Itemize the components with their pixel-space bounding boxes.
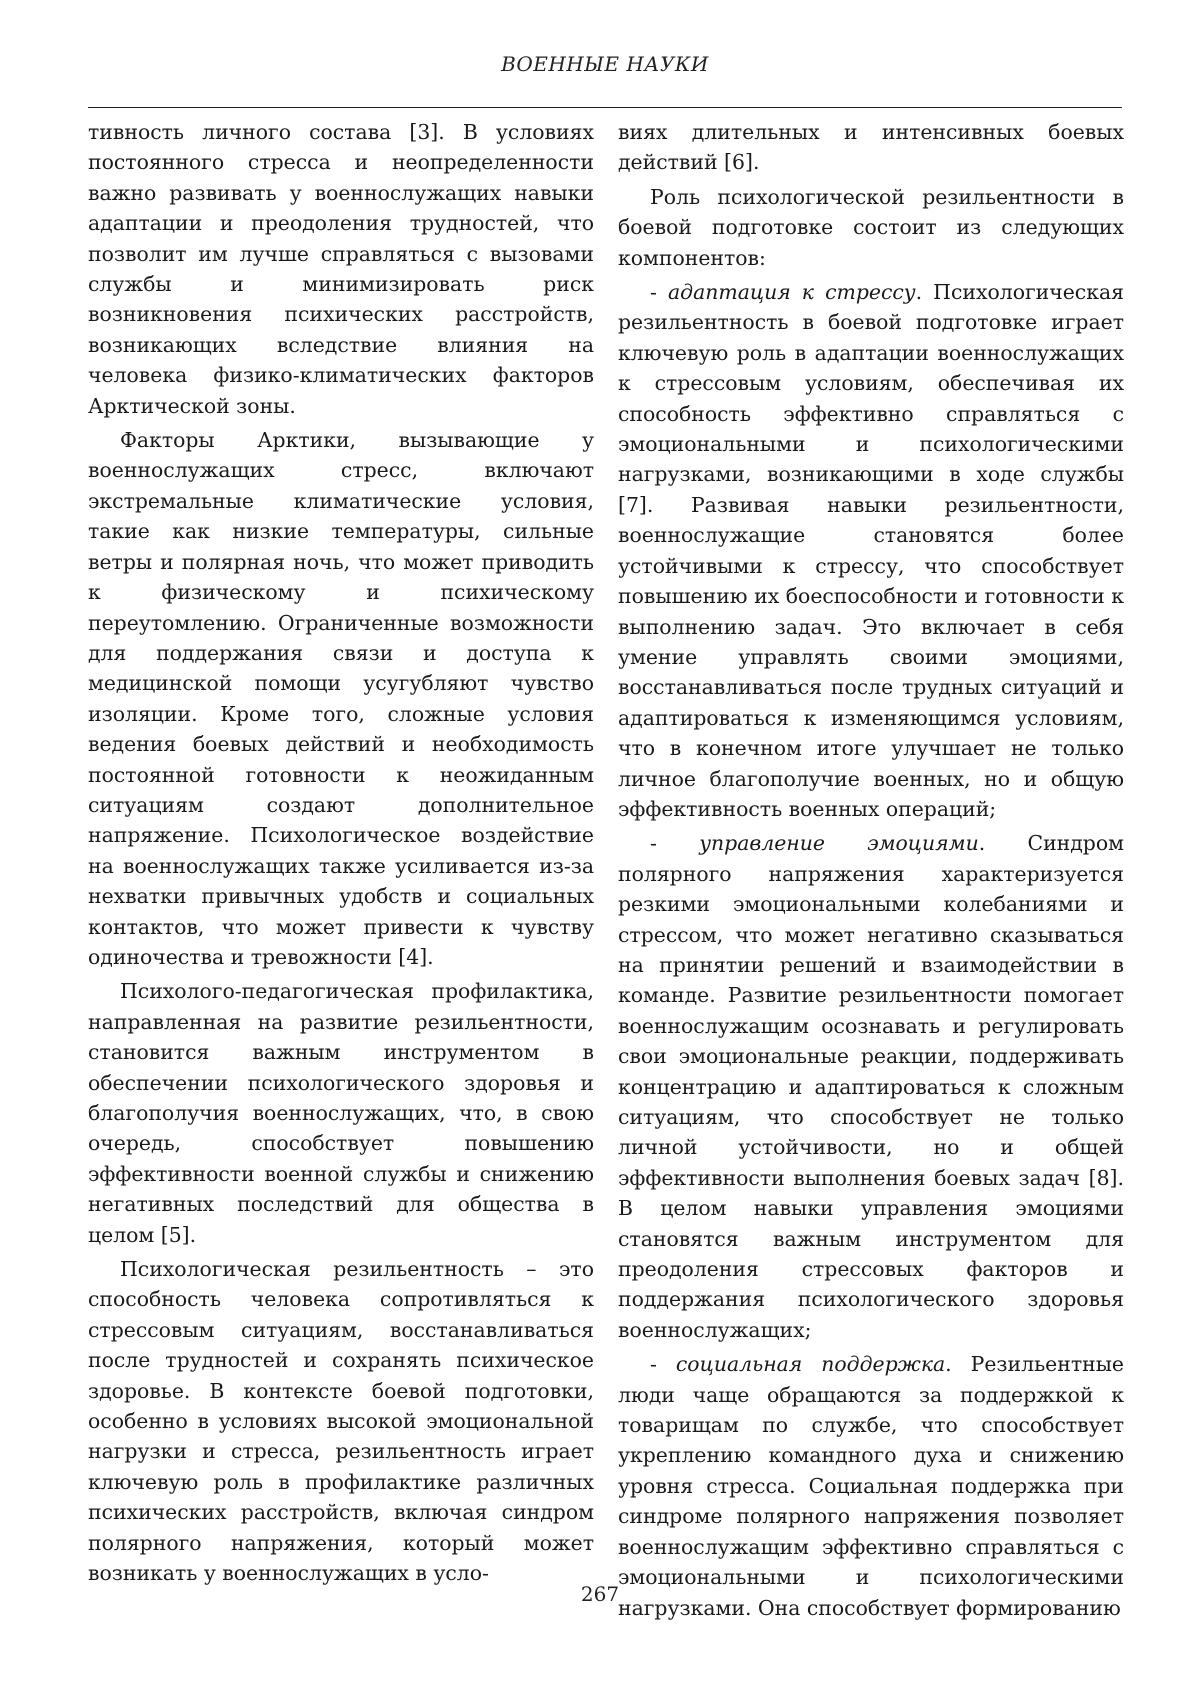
page-number: 267	[580, 1582, 620, 1606]
list-item-stress-adaptation	[618, 277, 1124, 824]
right-column	[618, 117, 1124, 1623]
list-dash: -	[650, 280, 668, 305]
list-dash: -	[650, 1352, 676, 1377]
term-emotion-management: управление эмоциями	[699, 831, 979, 856]
paragraph-continued: тивность личного состава [3]. В условиях постоянного стресса и неопределенности важно развивать у военнослужащих навыки адаптации и преодоления трудностей, что позволит им лучше справляться с вызовами службы и минимизировать риск возникновения психических расстройств, возникающих вследствие влияния на человека физико-климатических факторов Арктической зоны.	[88, 120, 594, 418]
term-stress-adaptation: адаптация к стрессу	[667, 280, 916, 305]
list-item-body: . Психологическая резильентность в боевой подготовке играет ключевую роль в адаптации военнослужащих к стрессовым условиям, обеспечивая их способность эффективно справляться с эмоциональными и психологическими нагрузками, возникающими в ходе службы [7]. Развивая навыки резильентности, военнослужащие становятся более устойчивыми к стрессу, что способствует повышению их боеспособности и готовности к выполнению задач. Это включает в себя умение управлять своими эмоциями, восстанавливаться после трудных ситуаций и адаптироваться к изменяющимся условиям, что в конечном итоге улучшает не только личное благополучие военных, но и общую эффективность военных операций;	[618, 280, 1124, 821]
term-social-support: социальная поддержка	[675, 1352, 946, 1377]
running-title: ВОЕННЫЕ НАУКИ	[501, 52, 709, 76]
list-item-emotion-management	[618, 828, 1124, 1345]
paragraph-arctic-factors: Факторы Арктики, вызывающие у военнослужащих стресс, включают экстремальные климатические условия, такие как низкие температуры, сильные ветры и полярная ночь, что может приводить к физическому и психическому переутомлению. Ограниченные возможности для поддержания связи и доступа к медицинской помощи усугубляют чувство изоляции. Кроме того, сложные условия ведения боевых действий и необходимость постоянной готовности к неожиданным ситуациям создают дополнительное напряжение. Психологическое воздействие на военнослужащих также усиливается из-за нехватки привычных удобств и социальных контактов, что может привести к чувству одиночества и тревожности [4].	[88, 428, 594, 969]
paragraph-prophylaxis: Психолого-педагогическая профилактика, направленная на развитие резильентности, становится важным инструментом в обеспечении психологического здоровья и благополучия военнослужащих, что, в свою очередь, способствует повышению эффективности военной службы и снижению негативных последствий для общества в целом [5].	[88, 979, 594, 1247]
list-item-body: . Резильентные люди чаще обращаются за поддержкой к товарищам по службе, что способствует укреплению командного духа и снижению уровня стресса. Социальная поддержка при синдроме полярного напряжения позволяет военнослужащим эффективно справляться с эмоциональными и психологическими нагрузками. Она способствует формированию	[618, 1352, 1125, 1620]
list-dash: -	[650, 831, 700, 856]
paragraph-resilience-definition: Психологическая резильентность – это способность человека сопротивляться к стрессовым ситуациям, восстанавливаться после трудностей и сохранять психическое здоровье. В контексте боевой подготовки, особенно в условиях высокой эмоциональной нагрузки и стресса, резильентность играет ключевую роль в профилактике различных психических расстройств, включая синдром полярного напряжения, который может возникать у военнослужащих в усло-	[88, 1257, 594, 1586]
left-column	[88, 117, 594, 1589]
list-item-body: . Синдром полярного напряжения характеризуется резкими эмоциональными колебаниями и стрессом, что может негативно сказываться на принятии решений и взаимодействии в команде. Развитие резильентности помогает военнослужащим осознавать и регулировать свои эмоциональные реакции, поддерживать концентрацию и адаптироваться к сложным ситуациям, что способствует не только личной устойчивости, но и общей эффективности выполнения боевых задач [8]. В целом навыки управления эмоциями становятся важным инструментом для преодоления стрессовых факторов и поддержания психологического здоровья военнослужащих;	[618, 831, 1125, 1342]
header-divider	[88, 107, 1122, 108]
paragraph-components-intro: Роль психологической резильентности в боевой подготовке состоит из следующих компонентов:	[618, 184, 1124, 270]
paragraph-continued: виях длительных и интенсивных боевых действий [6].	[618, 120, 1124, 175]
